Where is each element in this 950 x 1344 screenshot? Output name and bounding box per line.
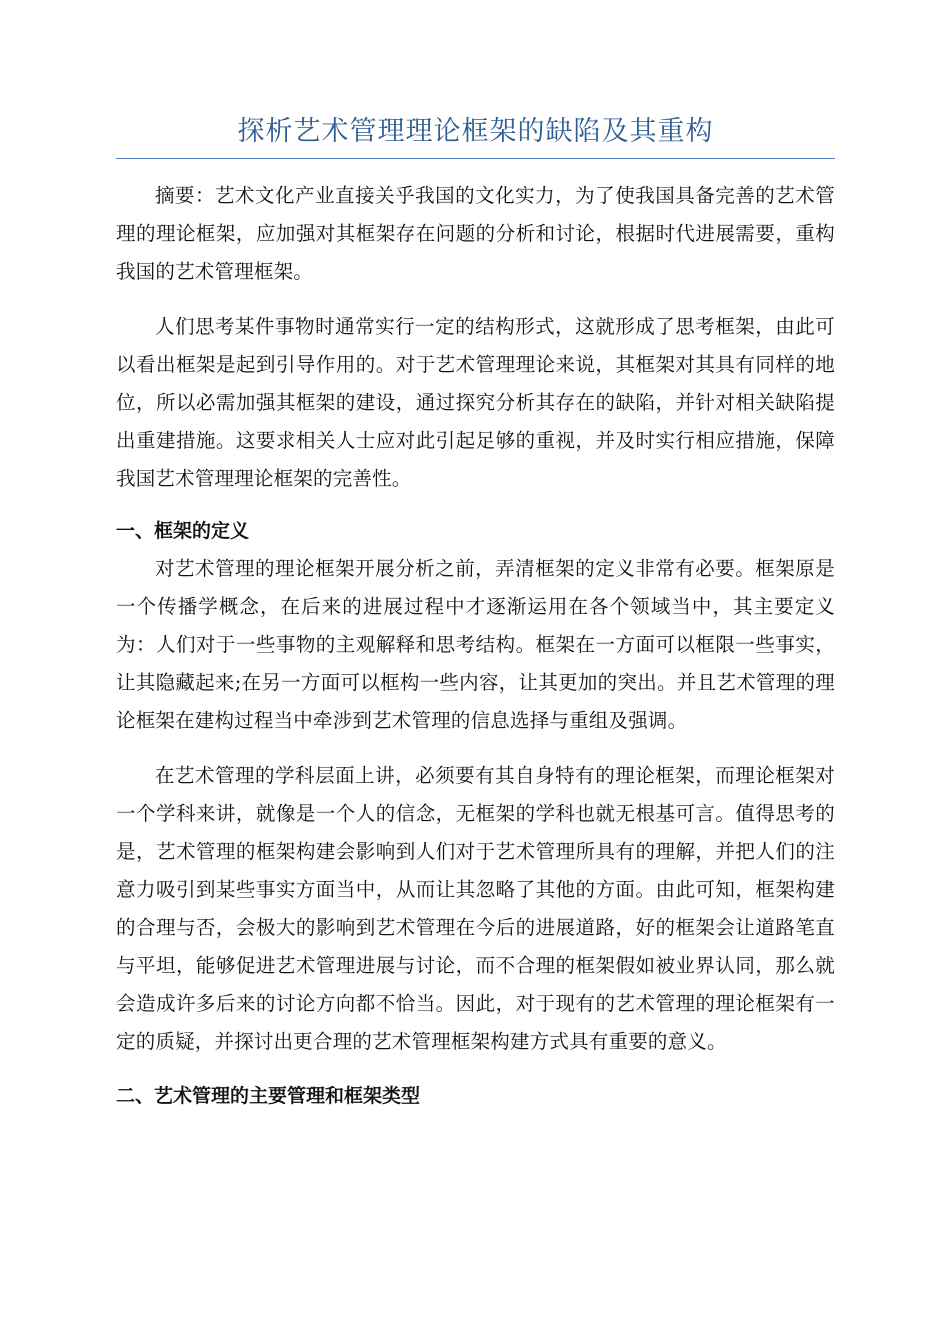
page-title: 探析艺术管理理论框架的缺陷及其重构: [237, 116, 714, 147]
title-block: [116, 112, 835, 159]
definition-paragraph-1: 对艺术管理的理论框架开展分析之前，弄清框架的定义非常有必要。框架原是一个传播学概念，在后来的进展过程中才逐渐运用在各个领域当中，其主要定义为：人们对于一些事物的主观解释和思考结构。框架在一方面可以框限一些事实，让其隐藏起来;在另一方面可以框构一些内容，让其更加的突出。并且艺术管理的理论框架在建构过程当中牵涉到艺术管理的信息选择与重组及强调。: [116, 557, 835, 732]
document-page: [116, 112, 835, 1115]
section-heading-types: 二、艺术管理的主要管理和框架类型: [116, 1085, 421, 1107]
section-heading-definition: 一、框架的定义: [116, 520, 250, 542]
intro-paragraph: 人们思考某件事物时通常实行一定的结构形式，这就形成了思考框架，由此可以看出框架是起到引导作用的。对于艺术管理理论来说，其框架对其具有同样的地位，所以必需加强其框架的建设，通过探究分析其存在的缺陷，并针对相关缺陷提出重建措施。这要求相关人士应对此引起足够的重视，并及时实行相应措施，保障我国艺术管理理论框架的完善性。: [116, 315, 835, 490]
definition-paragraph-2: 在艺术管理的学科层面上讲，必须要有其自身特有的理论框架，而理论框架对一个学科来讲，就像是一个人的信念，无框架的学科也就无根基可言。值得思考的是，艺术管理的框架构建会影响到人们对于艺术管理所具有的理解，并把人们的注意力吸引到某些事实方面当中，从而让其忽略了其他的方面。由此可知，框架构建的合理与否，会极大的影响到艺术管理在今后的进展道路，好的框架会让道路笔直与平坦，能够促进艺术管理进展与讨论，而不合理的框架假如被业界认同，那么就会造成许多后来的讨论方向都不恰当。因此，对于现有的艺术管理的理论框架有一定的质疑，并探讨出更合理的艺术管理框架构建方式具有重要的意义。: [116, 764, 835, 1053]
abstract-paragraph: 摘要：艺术文化产业直接关乎我国的文化实力，为了使我国具备完善的艺术管理的理论框架，应加强对其框架存在问题的分析和讨论，根据时代进展需要，重构我国的艺术管理框架。: [116, 184, 835, 283]
